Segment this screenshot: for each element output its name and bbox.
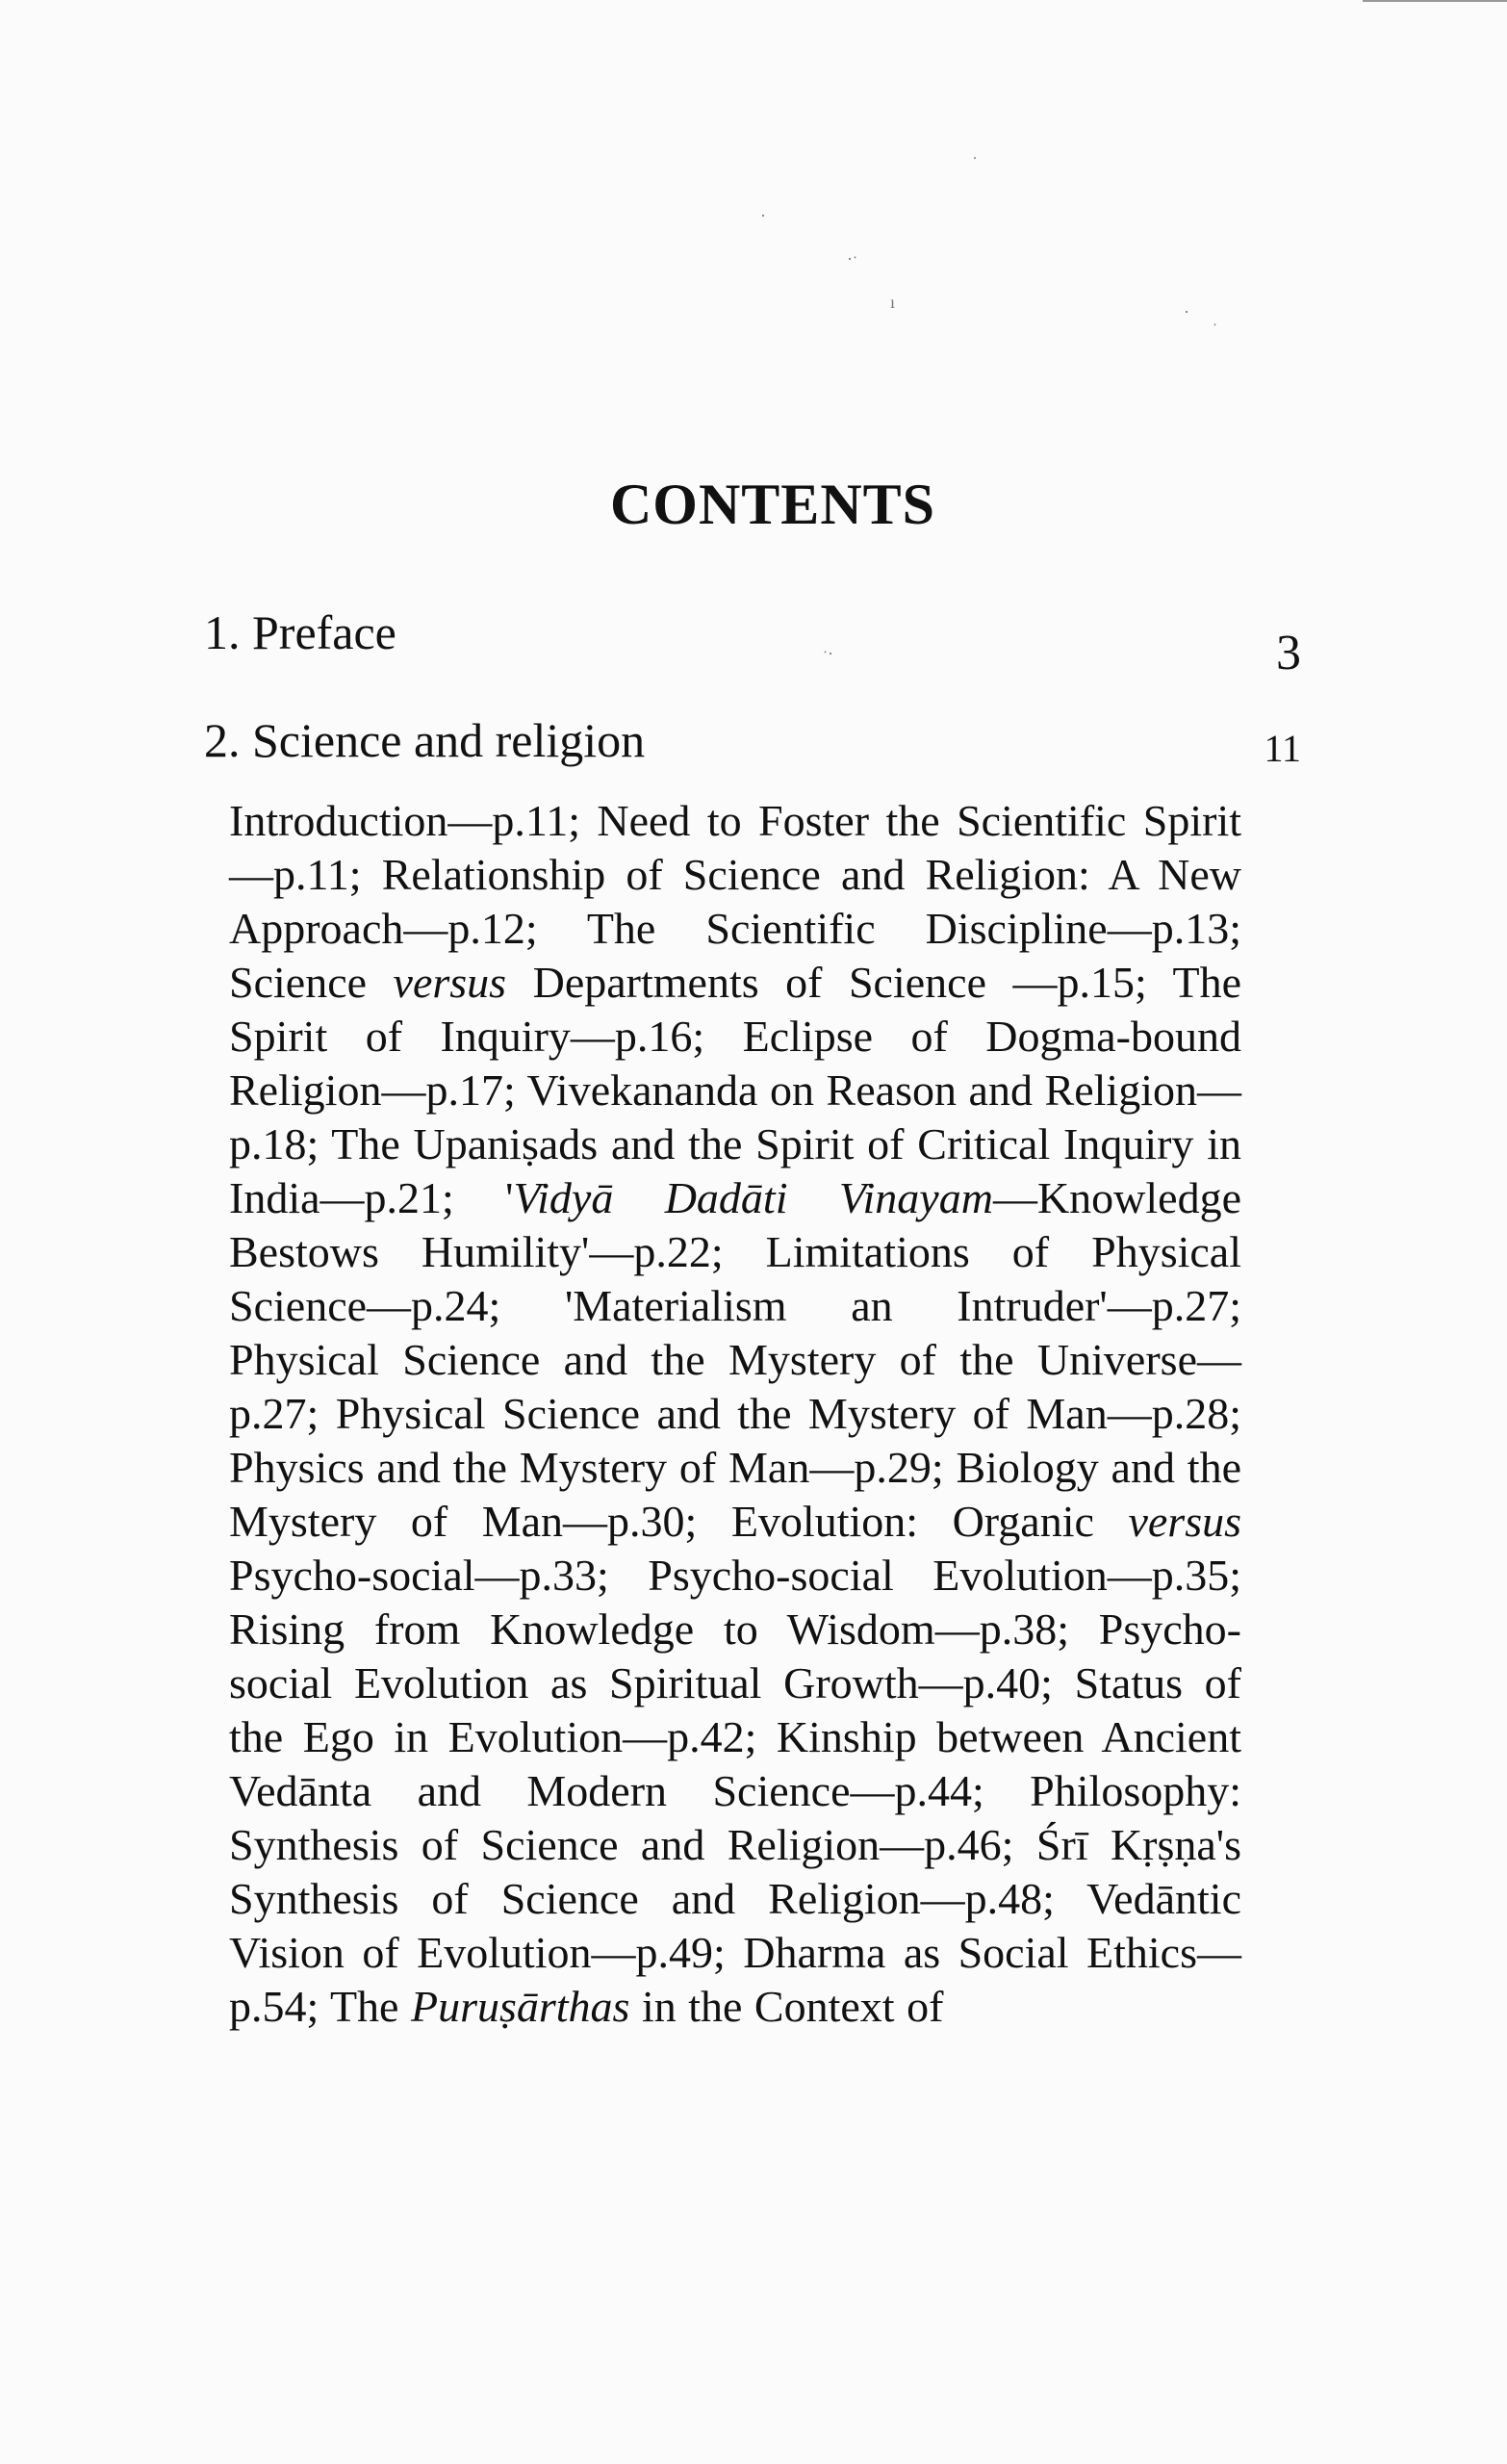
toc-entry[interactable] [204,605,1301,680]
description-italic: Puruṣārthas [410,1982,630,2031]
scan-speck: ˑ [1213,317,1218,336]
scan-speck: ·ˑ [847,249,857,269]
toc-entry-label: 2. Science and religion [204,713,646,767]
description-text: Departments of Science —p.15; The Spirit of Inquiry—p.16; Eclipse of Dogma-bound Religion—p.17; Vivekananda on Reason and Religion—p.18; The Upaniṣads and the Spirit of Critical Inquiry in India—p.21; ' [229,958,1241,1222]
description-text: —Knowledge Bestows Humility'—p.22; Limitations of Physical Science—p.24; 'Materialism an Intruder'—p.27; Physical Science and the Mystery of the Universe—p.27; Physical Science and the Mystery of Man—p.28; Physics and the Mystery of Man—p.29; Biology and the Mystery of Man—p.30; Evolution: Organic [229,1173,1241,1546]
description-italic: versus [393,958,507,1007]
scan-speck: ˑ· [823,644,833,663]
description-text: in the Context of [629,1982,944,2031]
scan-edge-line [1363,0,1507,2]
section-description [229,794,1241,2034]
toc-entry-page: 3 [1276,626,1301,680]
description-italic: versus [1128,1497,1241,1546]
scan-speck: · [760,206,766,225]
page-title: CONTENTS [609,473,936,536]
scan-speck: ˙ [972,153,978,172]
toc-entry[interactable] [204,713,1301,770]
description-text: Psycho-social—p.33; Psycho-social Evolution—p.35; Rising from Knowledge to Wisdom—p.38; Psycho-social Evolution as Spiritual Growth—p.40; Status of the Ego in Evolution—p.42; Kinship between Ancient Vedānta and Modern Science—p.44; Philosophy: Synthesis of Science and Religion—p.46; Śrī Kṛṣṇa's Synthesis of Science and Religion—p.48; Vedāntic Vision of Evolution—p.49; Dharma as Social Ethics—p.54; The [229,1551,1241,2031]
scan-speck: · [1184,302,1189,321]
description-text: Introduction—p.11; Need to Foster the Scientific Spirit—p.11; Relationship of Science and Religion: A New Approach—p.12; The Scientific Discipline—p.13; Science [229,796,1241,1007]
description-italic: Vidyā Dadāti Vinayam [513,1173,993,1222]
toc-entry-page: 11 [1264,727,1301,770]
toc-entry-label: 1. Preface [204,605,396,659]
scan-speck: ı [890,293,896,312]
